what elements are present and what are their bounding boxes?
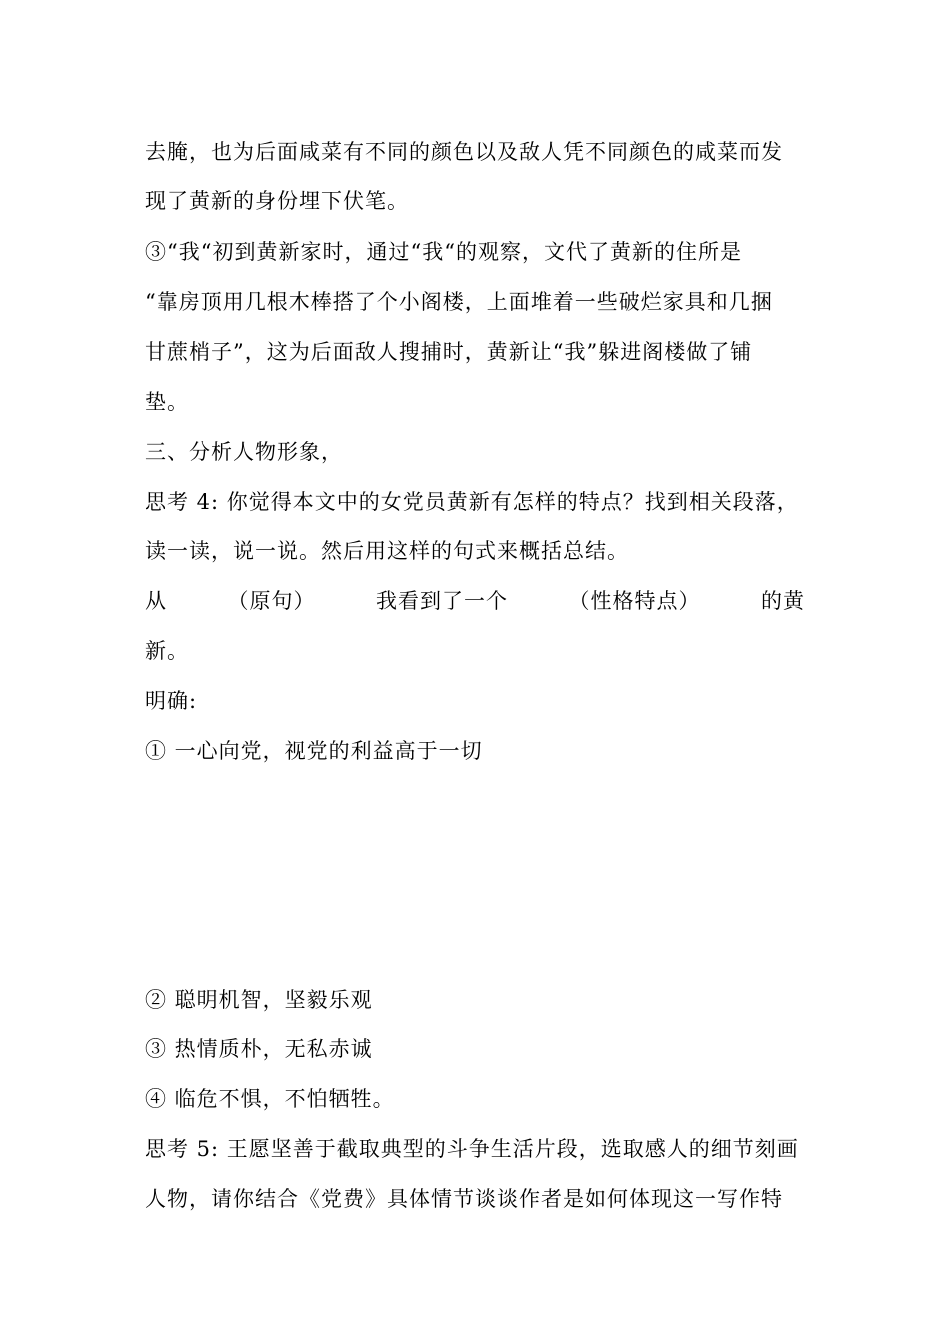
template-part: （原句） — [227, 589, 316, 613]
question-4: 思考 4: 你觉得本文中的女党员黄新有怎样的特点？找到相关段落， — [145, 490, 799, 514]
paragraph-line: 甘蔗梢子”，这为后面敌人搜捕时，黄新让“我”躲进阁楼做了铺 — [145, 340, 753, 364]
trait-item: ④ 临危不惧，不怕牺牲。 — [145, 1087, 395, 1111]
paragraph-line: ③“我“初到黄新家时，通过“我“的观察，文代了黄新的住所是 — [145, 240, 742, 264]
trait-item: ③ 热情质朴，无私赤诚 — [145, 1037, 373, 1061]
paragraph-line: 垫。 — [145, 390, 189, 414]
template-part: 从 — [145, 589, 167, 613]
paragraph-line: 去腌，也为后面咸菜有不同的颜色以及敌人凭不同颜色的咸菜而发 — [145, 140, 783, 164]
paragraph-line: “靠房顶用几根木棒搭了个小阁楼，上面堆着一些破烂家具和几捆 — [145, 290, 773, 314]
paragraph-line: 现了黄新的身份埋下伏笔。 — [145, 189, 409, 213]
template-part: 我看到了一个 — [376, 589, 508, 613]
paragraph-line: 读一读，说一说。然后用这样的句式来概括总结。 — [145, 539, 629, 563]
question-5: 思考 5: 王愿坚善于截取典型的斗争生活片段，选取感人的细节刻画 — [145, 1137, 799, 1161]
template-part: 的黄 — [761, 589, 805, 613]
sentence-template — [145, 586, 805, 616]
paragraph-line: 新。 — [145, 639, 189, 663]
answer-label: 明确: — [145, 689, 198, 713]
section-heading: 三、分析人物形象， — [145, 440, 343, 464]
template-part: （性格特点） — [568, 589, 701, 613]
trait-item: ② 聪明机智，坚毅乐观 — [145, 988, 373, 1012]
paragraph-line: 人物，请你结合《党费》具体情节谈谈作者是如何体现这一写作特 — [145, 1187, 783, 1211]
trait-item: ① 一心向党，视党的利益高于一切 — [145, 739, 483, 763]
